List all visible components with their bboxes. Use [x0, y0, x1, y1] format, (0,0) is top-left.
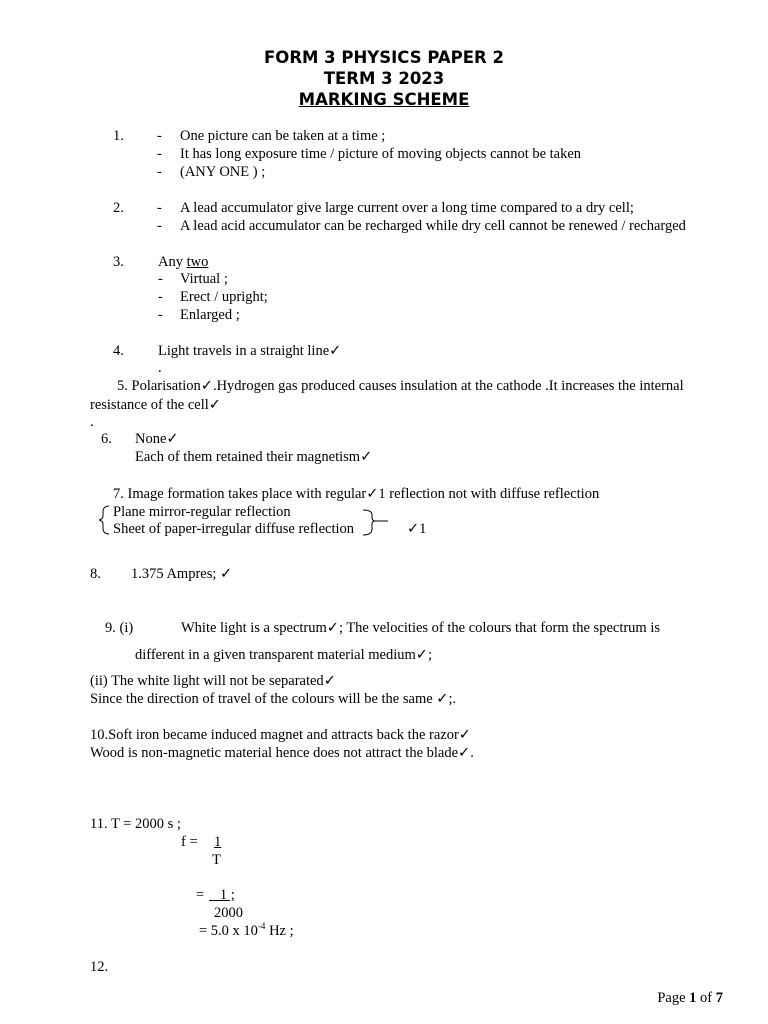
check-mark-icon: ✓	[458, 727, 471, 743]
q6-answer-line2: Each of them retained their magnetism✓	[135, 449, 373, 465]
q1-number: 1.	[113, 128, 124, 144]
q2-item-1: A lead accumulator give large current over a long time compared to a dry cell;	[180, 200, 634, 216]
q6-number: 6.	[101, 431, 112, 447]
q3-bullet-1: -	[158, 271, 163, 287]
q11-result: = 5.0 x $10^{-4}$ Hz ;	[199, 921, 294, 939]
q7-sub-1: Plane mirror-regular reflection	[113, 504, 291, 520]
q1-bullet-3: -	[157, 164, 162, 180]
q2-bullet-2: -	[157, 218, 162, 234]
q11-f-equals: f =	[181, 834, 198, 850]
check-mark-icon: ✓	[436, 691, 449, 707]
q1-item-2: It has long exposure time / picture of moving objects cannot be taken	[180, 146, 582, 162]
q3-item-2: Erect / upright;	[180, 289, 268, 305]
q7-answer-line1: 7. Image formation takes place with regular✓1 reflection not with diffuse reflection	[113, 486, 600, 502]
q8-number: 8.	[90, 566, 101, 582]
q5-dot: .	[90, 414, 94, 430]
check-mark-icon: ✓	[323, 673, 336, 689]
q3-bullet-3: -	[158, 307, 163, 323]
check-mark-icon: ✓	[329, 343, 342, 359]
q10-answer-line2: Wood is non-magnetic material hence does not attract the blade✓.	[90, 745, 474, 761]
q8-answer: 1.375 Ampres; ✓	[131, 566, 233, 582]
doc-title: FORM 3 PHYSICS PAPER 2	[264, 48, 504, 67]
check-mark-icon: ✓	[366, 486, 379, 502]
q4-dot: .	[158, 360, 162, 376]
q11-line1: 11. T = 2000 s ;	[90, 816, 181, 832]
q1-bullet-1: -	[157, 128, 162, 144]
q2-bullet-1: -	[157, 200, 162, 216]
q11-numerator-1: 1	[214, 834, 222, 850]
q3-item-3: Enlarged ;	[180, 307, 240, 323]
q1-item-3: (ANY ONE ) ;	[180, 164, 266, 180]
q9-part-ii-reason: Since the direction of travel of the colours will be the same ✓;.	[90, 691, 457, 707]
check-mark-icon: ✓	[326, 620, 339, 636]
check-mark-icon: ✓	[360, 449, 373, 465]
q11-denominator-1: T	[212, 852, 221, 868]
q11-equals-2: =	[196, 887, 205, 903]
q3-intro: Any two	[158, 254, 209, 270]
check-mark-icon: ✓	[166, 431, 179, 447]
q11-denominator-2: 2000	[214, 905, 243, 921]
q2-item-2: A lead acid accumulator can be recharged while dry cell cannot be renewed / recharged	[180, 218, 686, 234]
right-brace-icon	[362, 509, 390, 537]
check-mark-icon: ✓	[208, 397, 221, 413]
q1-item-1: One picture can be taken at a time ;	[180, 128, 386, 144]
q4-answer: Light travels in a straight line✓	[158, 343, 342, 359]
q3-bullet-2: -	[158, 289, 163, 305]
q3-number: 3.	[113, 254, 124, 270]
q10-answer-line1: 10.Soft iron became induced magnet and attracts back the razor✓	[90, 727, 471, 743]
q7-sub-2: Sheet of paper-irregular diffuse reflection	[113, 521, 354, 537]
q11-numerator-2: 1 ;	[209, 887, 235, 903]
q5-answer-line1: 5. Polarisation✓.Hydrogen gas produced causes insulation at the cathode .It increases the internal	[117, 378, 684, 394]
check-mark-icon: ✓	[220, 566, 233, 582]
q1-bullet-2: -	[157, 146, 162, 162]
q3-item-1: Virtual ;	[180, 271, 228, 287]
q5-answer-line2: resistance of the cell✓	[90, 397, 221, 413]
left-brace-icon	[98, 505, 112, 535]
q9-answer-line2: different in a given transparent material medium✓;	[135, 647, 432, 663]
q9-number: 9. (i)	[105, 620, 134, 636]
q9-answer-line1: White light is a spectrum✓; The velocities of the colours that form the spectrum is	[181, 620, 661, 636]
doc-term: TERM 3 2023	[323, 69, 445, 88]
check-mark-icon: ✓	[458, 745, 471, 761]
q6-answer-line1: None✓	[135, 431, 179, 447]
q4-number: 4.	[113, 343, 124, 359]
check-mark-icon: ✓	[200, 378, 213, 394]
q12-number: 12.	[90, 959, 109, 975]
q7-mark: ✓1	[407, 521, 427, 537]
page-number: Page 1 of 7	[657, 990, 723, 1006]
check-mark-icon: ✓	[415, 647, 428, 663]
check-mark-icon: ✓	[407, 521, 420, 537]
q9-part-ii: (ii) The white light will not be separated✓	[90, 673, 336, 689]
q2-number: 2.	[113, 200, 124, 216]
doc-subtitle: MARKING SCHEME	[298, 90, 470, 109]
